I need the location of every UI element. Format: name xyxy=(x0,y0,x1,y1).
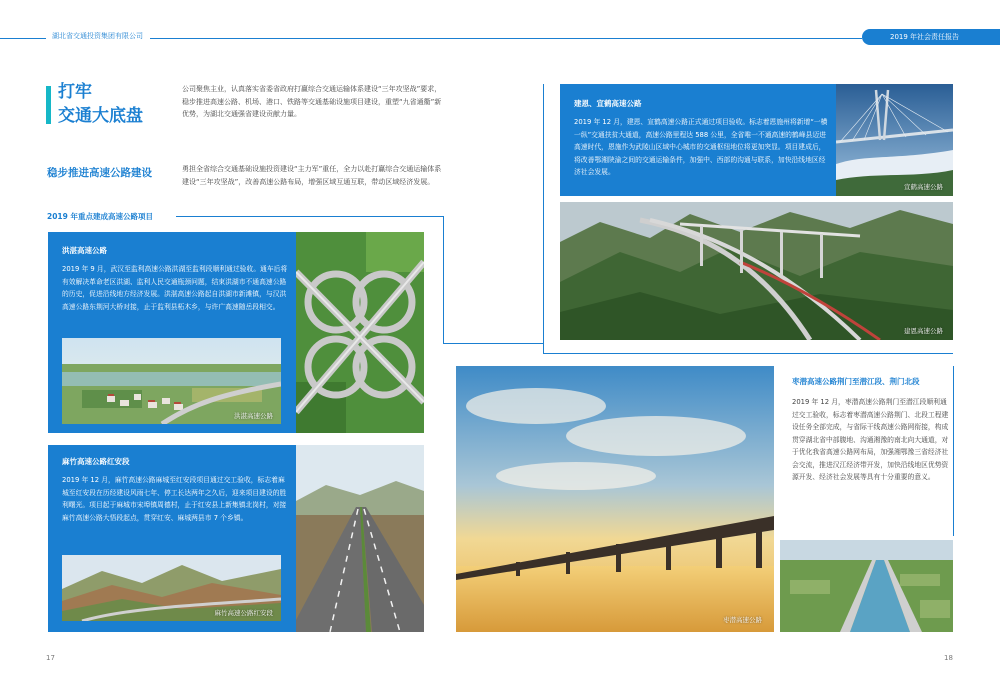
sub-intro-paragraph: 勇担全省综合交通基础设施投资建设“主力军”重任，全力以赴打赢综合交通运输体系建设“三年攻坚战”，改善高速公路布局，增强区域互通互联，带动区域经济发展。 xyxy=(182,165,442,186)
photo-jianen-valley-caption: 建恩高速公路 xyxy=(904,327,943,335)
photo-mazhu-caption: 麻竹高速公路红安段 xyxy=(214,609,273,617)
photo-jianen-bridge xyxy=(836,84,953,196)
card-jianen-title: 建恩、宣鹤高速公路 xyxy=(574,99,642,108)
projects-label: 2019 年重点建成高速公路项目 xyxy=(47,212,153,221)
photo-eliao-canal xyxy=(780,540,953,632)
photo-jianen-valley xyxy=(560,202,953,340)
photo-hongjian-interchange xyxy=(296,232,424,433)
divider-vertical xyxy=(543,84,544,354)
page-number-left: 17 xyxy=(46,654,55,662)
photo-hongjian-village xyxy=(62,338,281,424)
page-title-line2: 交通大底盘 xyxy=(58,106,143,126)
card-eliao-border xyxy=(953,366,954,536)
header-report: 2019 年社会责任报告 xyxy=(890,33,960,41)
intro-paragraph: 公司聚焦主业，认真落实省委省政府打赢综合交通运输体系建设“三年攻坚战”要求，稳步推进高速公路、机场、港口、铁路等交通基础设施项目建设，重塑“九省通衢”新优势，为湖北交通强省建设贡献力量。 xyxy=(182,85,442,118)
projects-frame-top xyxy=(176,216,444,217)
photo-mazhu-hills xyxy=(62,555,281,621)
page-title-line1: 打牢 xyxy=(58,82,92,102)
card-eliao xyxy=(780,366,953,534)
section-subtitle: 稳步推进高速公路建设 xyxy=(47,167,152,179)
page-number-right: 18 xyxy=(944,654,953,662)
header-company: 湖北省交通投资集团有限公司 xyxy=(52,32,143,40)
photo-eliao-bridge xyxy=(456,366,774,632)
header-report-tab xyxy=(862,29,1000,45)
card-mazhu-title: 麻竹高速公路红安段 xyxy=(62,457,130,466)
card-eliao-title: 枣潜高速公路荆门至潜江段、荆门北段 xyxy=(792,377,920,386)
projects-frame-link xyxy=(443,343,543,344)
photo-mazhu-road xyxy=(296,445,424,632)
header-rule-left xyxy=(0,38,46,39)
card-eliao-body: 2019 年 12 月，枣潜高速公路荆门至潜江段顺利通过交工验收，标志着枣潜高速公路荆门、北段工程建设任务全部完成，与省际干线高速公路网衔接，构成贯穿湖北省中部腹地、沟通湘豫的南北向大通道，对于优化我省高速公路网布局，加强湘鄂豫三省经济社会交流，推进汉江经济带开发，加快沿线地区优势资源开发、经济社会发展等具有十分重要的意义。 xyxy=(792,398,949,481)
card-hongjian-title: 洪湛高速公路 xyxy=(62,246,107,255)
divider-horizontal xyxy=(543,353,953,354)
photo-hongjian-caption: 洪湛高速公路 xyxy=(234,412,273,420)
title-accent-bar xyxy=(46,86,51,124)
page-title xyxy=(58,80,143,128)
header-rule-mid xyxy=(150,38,862,39)
card-hongjian-body: 2019 年 9 月，武汉至监利高速公路洪湖至监利段顺利通过验收。通车后将有效解决革命老区洪湖、监利人民交通瓶颈问题，结束洪湖市不通高速公路的历史，促进沿线地方经济发展。洪湛高速公路起自洪湖市新滩镇，与汉洪高速公路东荆河大桥对接，止于监利县柘木乡，与许广高速随岳段相交。 xyxy=(62,265,288,311)
photo-jianen-bridge-caption: 宣鹤高速公路 xyxy=(904,183,943,191)
card-jianen-body: 2019 年 12 月，建恩、宣鹤高速公路正式通过项目验收。标志着恩施州将新增“一横一纵”交通扶贫大通道，高速公路里程达 588 公里，全省唯一不通高速的鹤峰县迈进高速时代，恩施作为武陵山区域中心城市的交通枢纽地位将更加突显。项目建成后，将改善鄂湘陕渝之间的交通运输条件，加强中、西部的沟通与联系，加快沿线地区经济社会发展。 xyxy=(574,118,828,176)
photo-eliao-bridge-caption: 枣潜高速公路 xyxy=(723,616,762,624)
projects-frame-right xyxy=(443,216,444,343)
card-mazhu-body: 2019 年 12 月，麻竹高速公路麻城至红安段项目通过交工验收，标志着麻城至红安段在历经建设风雨七年、停工长达两年之久后，迎来项目建设的胜利曙光。项目起于麻城市宋埠镇周德村，止于红安县上新集镇北岗村，对接麻竹高速公路大悟段起点，贯穿红安、麻城两县市 7 个乡镇。 xyxy=(62,476,287,522)
card-jianen xyxy=(560,84,836,196)
